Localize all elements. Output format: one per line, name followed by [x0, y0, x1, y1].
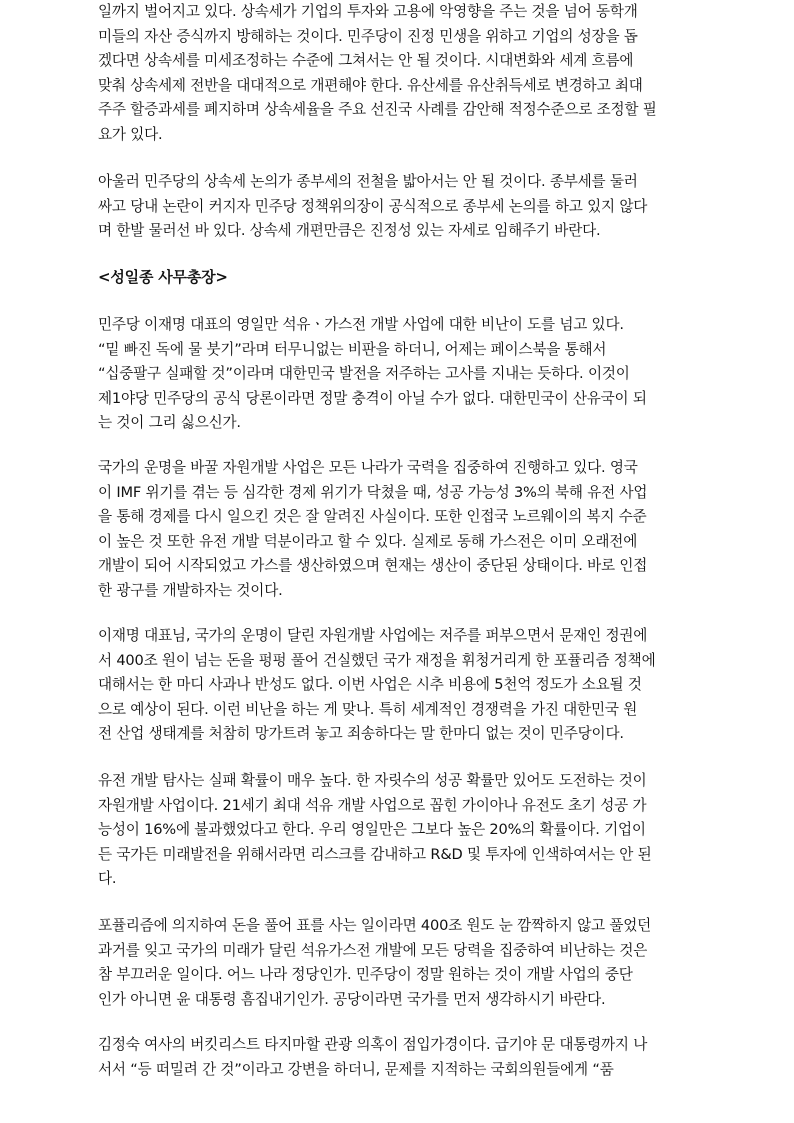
text-line: 으로 예상이 된다. 이런 비난을 하는 게 맞나. 특히 세계적인 경쟁력을 가진 대한민국 원 — [98, 700, 638, 718]
text-line: 아울러 민주당의 상속세 논의가 종부세의 전철을 밟아서는 안 될 것이다. 종부세를 둘러 — [98, 173, 638, 190]
text-line: 능성이 16%에 불과했었다고 한다. 우리 영일만은 그보다 높은 20%의 확률이다. 기업이 — [98, 821, 646, 839]
text-line: 김정숙 여사의 버킷리스트 타지마할 관광 의혹이 점입가경이다. 급기야 문 대통령까지 나 — [98, 1036, 648, 1053]
text-line: 맞춰 상속세제 전반을 대대적으로 개편해야 한다. 유산세를 유산취득세로 변경하고 최대 — [98, 76, 643, 94]
text-line: 을 통해 경제를 다시 일으킨 것은 잘 알려진 사실이다. 또한 인접국 노르웨이의 복지 수준 — [98, 508, 647, 526]
text-line: “십중팔구 실패할 것”이라며 대한민국 발전을 저주하는 고사를 지내는 듯하다. 이것이 — [98, 365, 630, 383]
text-line: 다. — [98, 870, 117, 888]
text-line: 과거를 잊고 국가의 미래가 달린 석유가스전 개발에 모든 당력을 집중하여 비난하는 것은 — [98, 941, 648, 959]
text-line: 이 높은 것 또한 유전 개발 덕분이라고 할 수 있다. 실제로 동해 가스전은 이미 오래전에 — [98, 532, 638, 550]
text-line: 국가의 운명을 바꿀 자원개발 사업은 모든 나라가 국력을 집중하여 진행하고 있다. 영국 — [98, 459, 638, 476]
paragraph-resource-development — [98, 456, 647, 604]
text-line: 한 광구를 개발하자는 것이다. — [98, 581, 283, 599]
text-line: 요가 있다. — [98, 125, 163, 143]
text-line: 싸고 당내 논란이 커지자 민주당 정책위의장이 공식적으로 종부세 논의를 하고 있지 않다 — [98, 197, 648, 215]
paragraph-oil-gas-criticism — [98, 313, 647, 436]
paragraph-taj-mahal — [98, 1033, 647, 1082]
paragraph-populism-policy — [98, 624, 655, 747]
text-line: 개발이 되어 시작되었고 가스를 생산하였으며 현재는 생산이 중단된 상태이다. 바로 인접 — [98, 557, 648, 575]
text-line: “밑 빠진 독에 물 붓기”라며 터무니없는 비판을 하더니, 어제는 페이스북을 통해서 — [98, 340, 607, 358]
text-line: 든 국가든 미래발전을 위해서라면 리스크를 감내하고 R&D 및 투자에 인색하여서는 안 된 — [98, 845, 652, 863]
text-line: 주주 할증과세를 폐지하며 상속세율을 주요 선진국 사례를 감안해 적정수준으로 조정할 필 — [98, 101, 657, 119]
text-line: 서 400조 원이 넘는 돈을 펑펑 풀어 건실했던 국가 재정을 휘청거리게 한 포퓰리즘 정책에 — [98, 651, 656, 669]
text-line: 인가 아니면 윤 대통령 흠집내기인가. 공당이라면 국가를 먼저 생각하시기 바란다. — [98, 990, 606, 1008]
text-line: 일까지 벌어지고 있다. 상속세가 기업의 투자와 고용에 악영향을 주는 것을 넘어 동학개 — [98, 3, 638, 20]
text-line: 이 IMF 위기를 겪는 등 심각한 경제 위기가 닥쳤을 때, 성공 가능성 3%의 북해 유전 사업 — [98, 483, 648, 501]
text-line: 대해서는 한 마디 사과나 반성도 없다. 이번 사업은 시추 비용에 5천억 정도가 소요될 것 — [98, 676, 642, 694]
text-line: 미들의 자산 증식까지 방해하는 것이다. 민주당이 진정 민생을 위하고 기업의 성장을 돕 — [98, 27, 638, 45]
text-line: 서서 “등 떠밀려 간 것”이라고 강변을 하더니, 문제를 지적하는 국회의원들에게 “품 — [98, 1060, 614, 1078]
paragraph-property-tax — [98, 170, 647, 244]
text-line: 자원개발 사업이다. 21세기 최대 석유 개발 사업으로 꼽힌 가이아나 유전도 초기 성공 가 — [98, 796, 647, 814]
text-line: 겠다면 상속세를 미세조정하는 수준에 그쳐서는 안 될 것이다. 시대변화와 세계 흐름에 — [98, 52, 634, 70]
section-heading: <성일종 사무총장> — [98, 268, 228, 286]
text-line: 참 부끄러운 일이다. 어느 나라 정당인가. 민주당이 정말 원하는 것이 개발 사업의 중단 — [98, 966, 633, 984]
text-line: 민주당 이재명 대표의 영일만 석유ㆍ가스전 개발 사업에 대한 비난이 도를 넘고 있다. — [98, 316, 624, 333]
text-line: 며 한발 물러선 바 있다. 상속세 개편만큼은 진정성 있는 자세로 임해주기 바란다. — [98, 222, 601, 240]
text-line: 이재명 대표님, 국가의 운명이 달린 자원개발 사업에는 저주를 퍼부으면서 문재인 정권에 — [98, 627, 648, 644]
paragraph-inheritance-tax-reform — [98, 0, 657, 148]
paragraph-party-criticism — [98, 914, 651, 1012]
text-line: 포퓰리즘에 의지하여 돈을 풀어 표를 사는 일이라면 400조 원도 눈 깜짝하지 않고 풀었던 — [98, 917, 652, 934]
text-line: 는 것이 그리 싫으신가. — [98, 414, 241, 432]
text-line: 유전 개발 탐사는 실패 확률이 매우 높다. 한 자릿수의 성공 확률만 있어도 도전하는 것이 — [98, 772, 647, 789]
paragraph-exploration-risk — [98, 769, 652, 892]
text-line: 전 산업 생태계를 처참히 망가트려 놓고 죄송하다는 말 한마디 없는 것이 민주당이다. — [98, 725, 624, 743]
text-line: 제1야당 민주당의 공식 당론이라면 정말 충격이 아닐 수가 없다. 대한민국이 산유국이 되 — [98, 389, 647, 407]
